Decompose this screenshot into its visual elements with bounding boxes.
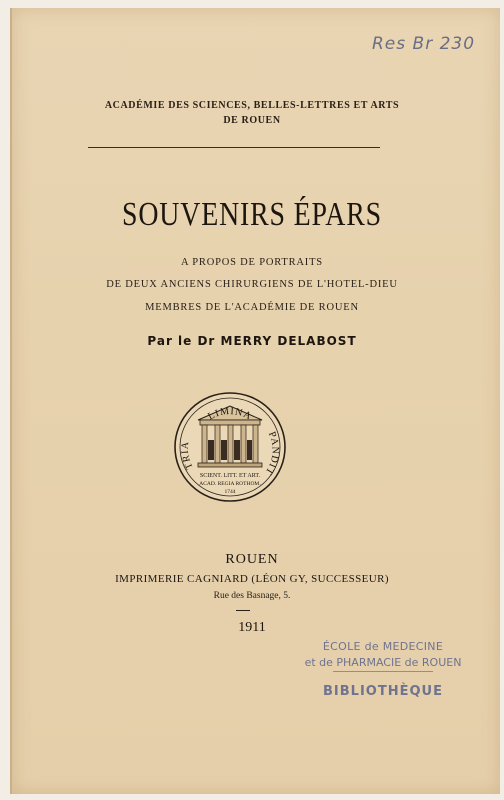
seal-inscription-2: ACAD. REGIA ROTHOM. bbox=[199, 481, 261, 487]
academy-header-line-2: DE ROUEN bbox=[223, 115, 281, 126]
shelfmark-annotation: Res Br 230 bbox=[372, 34, 476, 54]
imprint-divider bbox=[236, 610, 250, 611]
seal-year: 1744 bbox=[224, 489, 236, 495]
imprint-city: ROUEN bbox=[225, 552, 279, 567]
stamp-line-1: ÉCOLE de MEDECINE bbox=[322, 640, 444, 653]
subtitle-line-1: A PROPOS DE PORTRAITS bbox=[181, 257, 323, 268]
stamp-divider bbox=[333, 671, 433, 672]
academy-seal-emblem bbox=[172, 390, 288, 504]
library-stamp bbox=[290, 640, 476, 699]
imprint-year: 1911 bbox=[238, 620, 266, 635]
seal-inscription-1: SCIENT. LITT. ET ART. bbox=[199, 473, 261, 479]
page-title: SOUVENIRS ÉPARS bbox=[122, 196, 382, 233]
stamp-line-2: et de PHARMACIE de ROUEN bbox=[304, 656, 462, 669]
imprint-address: Rue des Basnage, 5. bbox=[213, 591, 291, 601]
subtitle-line-3: MEMBRES DE L'ACADÉMIE DE ROUEN bbox=[145, 302, 359, 313]
author-line: Par le Dr MERRY DELABOST bbox=[147, 334, 357, 348]
stamp-line-3: BIBLIOTHÈQUE bbox=[323, 684, 443, 699]
seal-motto-top: LIMINA bbox=[206, 405, 254, 423]
imprint-printer: IMPRIMERIE CAGNIARD (LÉON GY, SUCCESSEUR) bbox=[115, 573, 389, 585]
academy-header-line-1: ACADÉMIE DES SCIENCES, BELLES-LETTRES ET ARTS bbox=[104, 100, 400, 111]
seal-motto-left: TRIA bbox=[179, 440, 196, 472]
seal-motto-right: PANDIT bbox=[262, 430, 281, 478]
subtitle-line-2: DE DEUX ANCIENS CHIRURGIENS DE L'HOTEL-DIEU bbox=[106, 279, 398, 290]
header-divider bbox=[88, 147, 380, 148]
